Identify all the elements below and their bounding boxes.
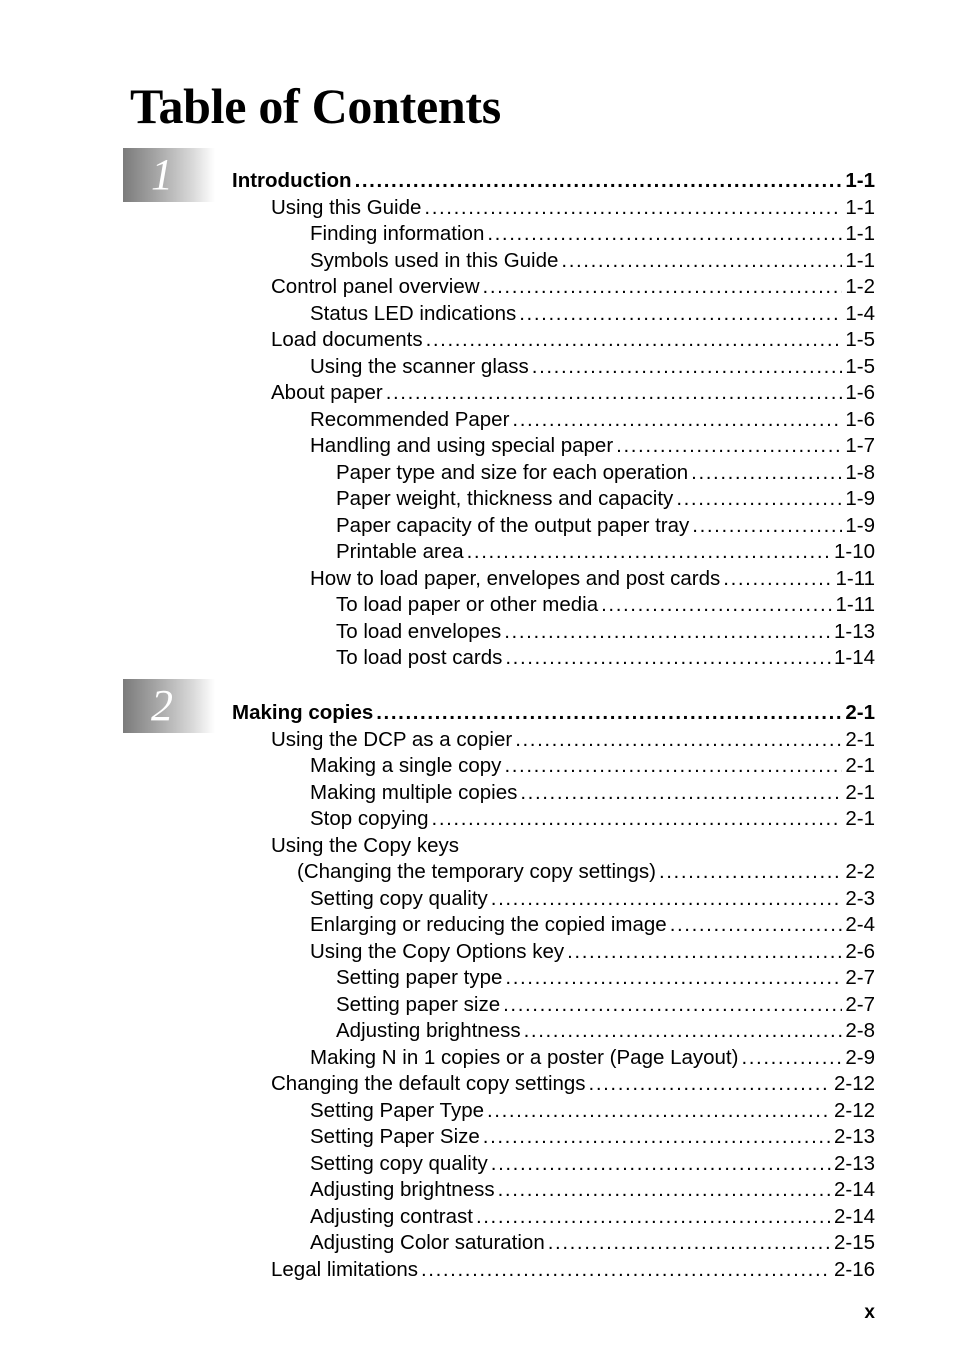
- toc-entry: [271, 1257, 875, 1283]
- toc-entry: [336, 539, 875, 565]
- dot-leader: [424, 195, 842, 221]
- toc-entry: [271, 833, 875, 859]
- toc-entry: [336, 513, 875, 539]
- toc-entry-label: Printable area: [336, 540, 464, 563]
- dot-leader: [561, 248, 842, 274]
- dot-leader: [503, 992, 842, 1018]
- toc-entry-label: Making multiple copies: [310, 780, 518, 804]
- dot-leader: [498, 1177, 831, 1203]
- toc-entry-label: Enlarging or reducing the copied image: [310, 913, 667, 936]
- toc-entry: [297, 859, 875, 885]
- dot-leader: [491, 886, 843, 912]
- toc-entry-page: 2-8: [845, 1019, 875, 1042]
- dot-leader: [355, 168, 843, 194]
- toc-entry-page: 2-7: [845, 992, 875, 1016]
- toc-entry-label: Introduction: [232, 169, 352, 192]
- toc-entry-page: 1-5: [845, 354, 875, 378]
- toc-entry-page: 1-5: [845, 328, 875, 351]
- toc-entry-page: 1-9: [845, 513, 875, 537]
- toc-entry-page: 1-11: [835, 593, 875, 616]
- toc-entry: [336, 619, 875, 645]
- toc-entry: [336, 645, 875, 671]
- toc-entry-label: Making a single copy: [310, 754, 502, 777]
- toc-entry-label: Using the scanner glass: [310, 354, 529, 378]
- dot-leader: [520, 780, 842, 806]
- toc-entry-page: 2-7: [845, 966, 875, 989]
- toc-entry: [310, 806, 875, 832]
- dot-leader: [504, 619, 831, 645]
- toc-entry: [271, 727, 875, 753]
- toc-entry-page: 1-2: [845, 275, 875, 298]
- toc-entry: [310, 780, 875, 806]
- toc-entry-page: 2-9: [845, 1045, 875, 1069]
- toc-entry-label: Handling and using special paper: [310, 434, 614, 457]
- dot-leader: [548, 1230, 831, 1256]
- toc-entry-label: Paper capacity of the output paper tray: [336, 513, 690, 537]
- toc-entry: [310, 354, 875, 380]
- toc-entry-label: Using the DCP as a copier: [271, 727, 513, 751]
- toc-entry-page: 2-2: [845, 860, 875, 883]
- chapter-number: 2: [151, 681, 173, 730]
- dot-leader: [504, 753, 842, 779]
- toc-entry-label: Adjusting brightness: [336, 1019, 521, 1042]
- dot-leader: [432, 806, 843, 832]
- dot-leader: [692, 513, 842, 539]
- dot-leader: [467, 539, 831, 565]
- toc-entry-label: Setting paper size: [336, 992, 501, 1016]
- dot-leader: [723, 566, 832, 592]
- toc-entry-label: Setting copy quality: [310, 1151, 488, 1175]
- toc-entry-label: Setting Paper Type: [310, 1098, 484, 1122]
- dot-leader: [515, 727, 842, 753]
- dot-leader: [426, 327, 843, 353]
- toc-entry-label: Setting Paper Size: [310, 1125, 480, 1148]
- toc-entry: [310, 407, 875, 433]
- toc-entry: [336, 965, 875, 991]
- toc-entry-page: 2-16: [833, 1257, 875, 1281]
- toc-entry-page: 2-1: [845, 701, 875, 724]
- dot-leader: [376, 700, 842, 726]
- toc-entry-page: 1-13: [833, 619, 875, 643]
- toc-entry-label: To load paper or other media: [336, 593, 599, 616]
- toc-entry-page: 1-14: [833, 646, 875, 669]
- dot-leader: [691, 460, 842, 486]
- dot-leader: [741, 1045, 842, 1071]
- dot-leader: [519, 301, 842, 327]
- toc-entry: [310, 301, 875, 327]
- toc-entry-label: Using this Guide: [271, 195, 422, 219]
- toc-entry-label: Making N in 1 copies or a poster (Page Layout): [310, 1045, 739, 1069]
- dot-leader: [491, 1151, 831, 1177]
- toc-entry: [336, 592, 875, 618]
- dot-leader: [505, 965, 842, 991]
- toc-entry-page: 1-1: [845, 248, 875, 272]
- dot-leader: [483, 274, 843, 300]
- toc-entry-page: 2-1: [845, 754, 875, 777]
- toc-entry-label: To load envelopes: [336, 619, 502, 643]
- dot-leader: [476, 1204, 831, 1230]
- toc-entry: [310, 221, 875, 247]
- toc-entry: [271, 1071, 875, 1097]
- toc-entry: [271, 274, 875, 300]
- dot-leader: [421, 1257, 831, 1283]
- dot-leader: [676, 486, 842, 512]
- toc-entry: [336, 486, 875, 512]
- toc-entry-label: Setting paper type: [336, 966, 503, 989]
- toc-entry-label: Recommended Paper: [310, 407, 510, 431]
- toc-entry-page: 2-3: [845, 886, 875, 910]
- toc-entry-page: 1-7: [845, 434, 875, 457]
- dot-leader: [386, 380, 843, 406]
- toc-entry-label: Adjusting Color saturation: [310, 1231, 545, 1254]
- toc-entry-page: 2-12: [833, 1098, 875, 1122]
- toc-entry-page: 1-4: [845, 301, 875, 325]
- toc-entry-label: Using the Copy keys: [271, 833, 460, 857]
- toc-entry: [310, 753, 875, 779]
- toc-entry-page: 1-1: [845, 222, 875, 245]
- dot-leader: [670, 912, 843, 938]
- toc-entry-label: Paper weight, thickness and capacity: [336, 487, 674, 510]
- toc-entry-page: 2-1: [845, 727, 875, 751]
- toc-entry: [336, 992, 875, 1018]
- toc-entry: [310, 1204, 875, 1230]
- toc-entry: [232, 700, 875, 726]
- toc-entry: [310, 886, 875, 912]
- toc-entry-label: Status LED indications: [310, 301, 517, 325]
- toc-entry-label: Stop copying: [310, 807, 429, 830]
- toc-entry-page: 2-1: [845, 780, 875, 804]
- toc-entry-page: 2-6: [845, 939, 875, 963]
- toc-entry-label: Adjusting contrast: [310, 1204, 473, 1228]
- page-title: Table of Contents: [130, 78, 501, 134]
- toc-entry-label: Adjusting brightness: [310, 1178, 495, 1201]
- toc-entry-label: Legal limitations: [271, 1257, 418, 1281]
- toc-entry-page: 2-14: [833, 1204, 875, 1228]
- toc-entry: [336, 1018, 875, 1044]
- toc-entry: [310, 1124, 875, 1150]
- toc-entry: [310, 912, 875, 938]
- dot-leader: [487, 221, 842, 247]
- dot-leader: [532, 354, 843, 380]
- toc-entry: [310, 1151, 875, 1177]
- toc-entry-label: Setting copy quality: [310, 886, 488, 910]
- toc-entry-label: Finding information: [310, 222, 485, 245]
- toc-entry-page: 1-9: [845, 487, 875, 510]
- toc-entry: [310, 566, 875, 592]
- toc-entry-page: 1-1: [845, 195, 875, 219]
- dot-leader: [483, 1124, 831, 1150]
- dot-leader: [589, 1071, 831, 1097]
- page-number: x: [864, 1302, 875, 1323]
- dot-leader: [505, 645, 831, 671]
- toc-entry: [336, 460, 875, 486]
- toc-entry-label: How to load paper, envelopes and post cards: [310, 566, 721, 590]
- toc-entry-page: 2-1: [845, 807, 875, 830]
- toc-entry-page: 2-4: [845, 913, 875, 936]
- toc-entry-page: 1-1: [845, 169, 875, 192]
- toc-entry: [310, 1045, 875, 1071]
- toc-entry-page: 2-14: [833, 1178, 875, 1201]
- toc-entry-label: To load post cards: [336, 646, 503, 669]
- dot-leader: [567, 939, 842, 965]
- toc-entry-label: Paper type and size for each operation: [336, 460, 689, 484]
- dot-leader: [659, 859, 842, 885]
- toc-entry-label: Control panel overview: [271, 275, 480, 298]
- toc-entry: [310, 433, 875, 459]
- toc-entry-label: About paper: [271, 381, 383, 404]
- toc-entry-page: 2-13: [833, 1125, 875, 1148]
- toc-entry: [271, 327, 875, 353]
- toc-entry-page: 1-11: [835, 566, 875, 590]
- toc-entry-label: Symbols used in this Guide: [310, 248, 559, 272]
- toc-entry: [310, 1177, 875, 1203]
- dot-leader: [487, 1098, 831, 1124]
- dot-leader: [601, 592, 832, 618]
- toc-entry-label: Load documents: [271, 328, 423, 351]
- toc-entry: [271, 380, 875, 406]
- dot-leader: [524, 1018, 843, 1044]
- dot-leader: [616, 433, 842, 459]
- toc-entry: [310, 248, 875, 274]
- chapter-number: 1: [151, 150, 173, 199]
- toc-entry: [310, 1230, 875, 1256]
- toc-entry-page: 2-15: [833, 1231, 875, 1254]
- toc-entry-label: Making copies: [232, 701, 374, 724]
- toc-entry: [271, 195, 875, 221]
- toc-entry-page: 1-10: [833, 540, 875, 563]
- toc-entry-page: 2-12: [833, 1072, 875, 1095]
- toc-entry-label: (Changing the temporary copy settings): [297, 860, 656, 883]
- toc-entry-page: 1-6: [845, 407, 875, 431]
- toc-entry-label: Changing the default copy settings: [271, 1072, 586, 1095]
- toc-entry-page: 1-6: [845, 381, 875, 404]
- toc-entry: [232, 168, 875, 194]
- toc-entry-page: 2-13: [833, 1151, 875, 1175]
- toc-entry-page: 1-8: [845, 460, 875, 484]
- dot-leader: [512, 407, 842, 433]
- toc-entry: [310, 1098, 875, 1124]
- toc-entry-label: Using the Copy Options key: [310, 939, 565, 963]
- toc-entry: [310, 939, 875, 965]
